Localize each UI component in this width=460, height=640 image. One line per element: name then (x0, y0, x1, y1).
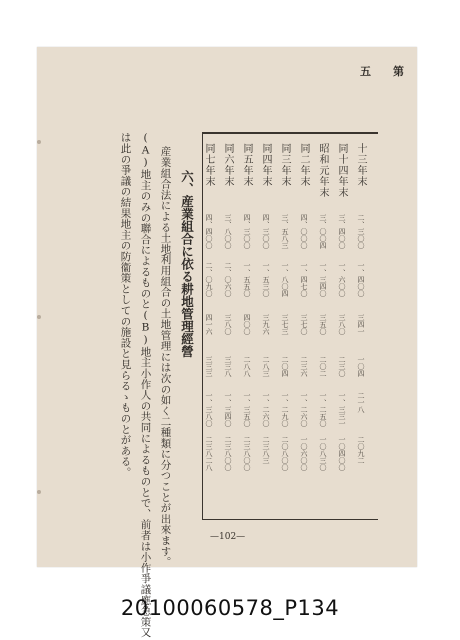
table-cell: 三九六 (262, 314, 270, 335)
table-left-rule (202, 132, 203, 520)
year-label: 同六年末 (222, 143, 233, 187)
table-cell: 一〇八三〇 (319, 436, 327, 471)
table-cell: 四一六 (205, 314, 213, 335)
table-cell: 一、二六〇 (300, 392, 308, 427)
section-title: 六、産業組合に依る耕地管理經營 (179, 170, 195, 358)
year-label: 同二年末 (298, 143, 309, 187)
year-label: 同七年末 (203, 143, 214, 187)
table-cell: 一、二五〇 (319, 392, 327, 427)
table-cell: 一、四七〇 (300, 262, 308, 297)
table-cell: 一、三四〇 (319, 262, 327, 297)
table-cell: 二〇四 (281, 356, 289, 377)
year-label: 同四年末 (260, 143, 271, 187)
table-cell: 一、五三〇 (262, 262, 270, 297)
table-cell: 三八〇 (338, 314, 346, 335)
page-number: —102— (210, 532, 246, 542)
table-cell: 三、八〇〇 (224, 214, 232, 249)
table-cell: 二〇九二 (357, 436, 365, 464)
table-cell: 一〇四〇〇 (338, 436, 346, 471)
document-page (37, 47, 417, 567)
table-cell: 三、五八三 (281, 214, 289, 249)
year-label: 同十四年末 (336, 143, 347, 198)
table-cell: 四〇〇 (243, 314, 251, 335)
table-cell: 一、三四〇 (224, 392, 232, 427)
table-cell: 一、五五〇 (243, 262, 251, 297)
table-cell: 一、三三一 (338, 392, 346, 427)
table-cell: 二一八 (357, 392, 365, 413)
table-cell: 一、二六〇 (262, 392, 270, 427)
table-cell: 四、三〇〇 (243, 214, 251, 249)
table-cell: 二八八 (243, 356, 251, 377)
year-label: 十三年末 (355, 143, 366, 187)
table-cell: 二〇二 (319, 356, 327, 377)
table-cell: 三七〇 (300, 314, 308, 335)
year-label: 昭和元年末 (317, 143, 328, 198)
table-cell: 一〇六〇〇 (300, 436, 308, 471)
table-cell: 三七三 (281, 314, 289, 335)
year-label: 同五年末 (241, 143, 252, 187)
table-cell: 二八三 (262, 356, 270, 377)
table-cell: 二三八三 (262, 436, 270, 464)
table-bottom-rule (202, 519, 378, 520)
table-cell: 二三六 (300, 356, 308, 377)
binding-hole (37, 490, 41, 494)
table-cell: 三四一 (357, 314, 365, 335)
table-cell: 三三八 (224, 356, 232, 377)
table-cell: 一、三五〇 (243, 392, 251, 427)
table-cell: 二三八〇〇 (243, 436, 251, 471)
table-cell: 四、〇〇〇 (300, 214, 308, 249)
table-cell: 二、〇六〇 (224, 262, 232, 297)
binding-hole (37, 315, 41, 319)
table-cell: 二、三〇〇 (357, 214, 365, 249)
table-cell: 三五〇 (319, 314, 327, 335)
table-cell: 二〇八〇〇 (281, 436, 289, 471)
table-cell: 三、四〇〇 (338, 214, 346, 249)
table-cell: 四、四〇〇 (205, 214, 213, 249)
binding-hole (37, 140, 41, 144)
table-cell: 一、四〇〇 (357, 262, 365, 297)
body-paragraph: (A)地主のみの聯合によるものと(B)地主小作人の共同によるものとで、前者は小作爭議應急策又 (139, 132, 152, 638)
body-paragraph: 産業組合法による土地利用組合の土地管理には次の如く二種類に分つことが出來ます。 (159, 146, 172, 568)
table-cell: 二、〇九〇 (205, 262, 213, 297)
table-cell: 二三八二八 (205, 436, 213, 471)
table-cell: 四、三〇〇 (262, 214, 270, 249)
table-cell: 一、二九〇 (281, 392, 289, 427)
table-cell: 一〇四 (357, 356, 365, 377)
table-cell: 一、六〇〇 (338, 262, 346, 297)
table-cell: 三八〇 (224, 314, 232, 335)
table-cell: 二三〇 (338, 356, 346, 377)
table-cell: 三、〇〇四 (319, 214, 327, 249)
table-cell: 一、三八〇 (205, 392, 213, 427)
header-right: 第 (393, 65, 404, 78)
header-left: 五 (360, 65, 371, 78)
year-label: 同三年末 (279, 143, 290, 187)
table-cell: 一、八〇四 (281, 262, 289, 297)
table-cell: 二三八〇〇 (224, 436, 232, 471)
page-header (360, 63, 404, 79)
table-top-rule (202, 132, 378, 134)
image-caption: 20100060578_P134 (120, 596, 340, 620)
table-cell: 三三三 (205, 356, 213, 377)
body-paragraph: は此の爭議の結果地主の防衞策としての施設と見らるゝものとがある。 (119, 132, 132, 478)
